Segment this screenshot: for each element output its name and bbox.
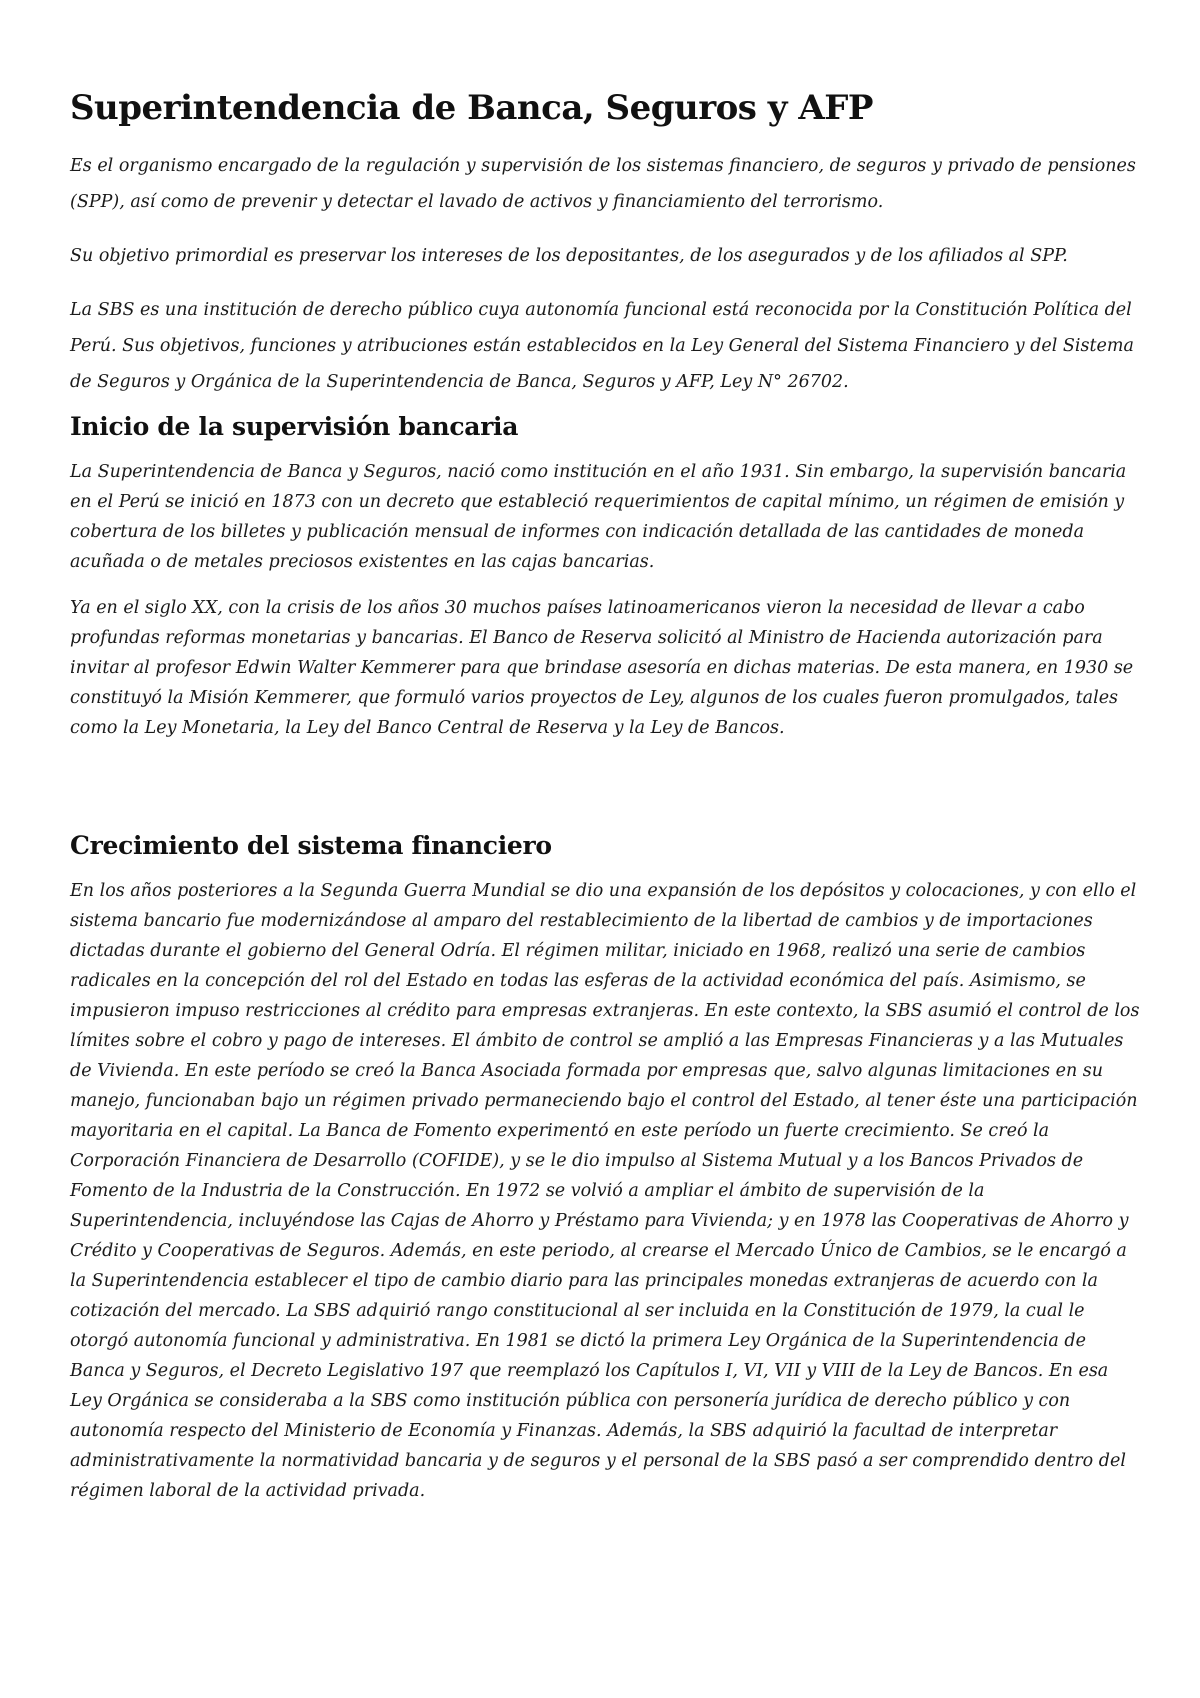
section-paragraph: En los años posteriores a la Segunda Guerra Mundial se dio una expansión de los depósitos y colocaciones, y con ello el sistema bancario fue modernizándose al amparo del restablecimiento de la libertad de cambios y de importaciones dictadas durante el gobierno del General Odría. El régimen militar, iniciado en 1968, realizó una serie de cambios radicales en la concepción del rol del Estado en todas las esferas de la actividad económica del país. Asimismo, se impusieron impuso restricciones al crédito para empresas extranjeras. En este contexto, la SBS asumió el control de los límites sobre el cobro y pago de intereses. El ámbito de control se amplió a las Empresas Financieras y a las Mutuales de Vivienda. En este período se creó la Banca Asociada formada por empresas que, salvo algunas limitaciones en su manejo, funcionaban bajo un régimen privado permaneciendo bajo el control del Estado, al tener éste una participación mayoritaria en el capital. La Banca de Fomento experimentó en este período un fuerte crecimiento. Se creó la Corporación Financiera de Desarrollo (COFIDE), y se le dio impulso al Sistema Mutual y a los Bancos Privados de Fomento de la Industria de la Construcción. En 1972 se volvió a ampliar el ámbito de supervisión de la Superintendencia, incluyéndose las Cajas de Ahorro y Préstamo para Vivienda; y en 1978 las Cooperativas de Ahorro y Crédito y Cooperativas de Seguros. Además, en este periodo, al crearse el Mercado Único de Cambios, se le encargó a la Superintendencia establecer el tipo de cambio diario para las principales monedas extranjeras de acuerdo con la cotización del mercado. La SBS adquirió rango constitucional al ser incluida en la Constitución de 1979, la cual le otorgó autonomía funcional y administrativa. En 1981 se dictó la primera Ley Orgánica de la Superintendencia de Banca y Seguros, el Decreto Legislativo 197 que reemplazó los Capítulos I, VI, VII y VIII de la Ley de Bancos. En esa Ley Orgánica se consideraba a la SBS como institución pública con personería jurídica de derecho público y con autonomía respecto del Ministerio de Economía y Finanzas. Además, la SBS adquirió la facultad de interpretar administrativamente la normatividad bancaria y de seguros y el personal de la SBS pasó a ser comprendido dentro del régimen laboral de la actividad privada.	[70, 881, 1140, 1501]
intro-paragraph: Su objetivo primordial es preservar los intereses de los depositantes, de los asegurados y de los afiliados al SPP.	[70, 246, 1068, 266]
section-paragraph: Ya en el siglo XX, con la crisis de los años 30 muchos países latinoamericanos vieron la necesidad de llevar a cabo profundas reformas monetarias y bancarias. El Banco de Reserva solicitó al Ministro de Hacienda autorización para invitar al profesor Edwin Walter Kemmerer para que brindase asesoría en dichas materias. De esta manera, en 1930 se constituyó la Misión Kemmerer, que formuló varios proyectos de Ley, algunos de los cuales fueron promulgados, tales como la Ley Monetaria, la Ley del Banco Central de Reserva y la Ley de Bancos.	[70, 598, 1134, 738]
section-heading: Crecimiento del sistema financiero	[70, 831, 552, 860]
page-title: Superintendencia de Banca, Seguros y AFP	[70, 88, 873, 128]
intro-paragraph: La SBS es una institución de derecho público cuya autonomía funcional está reconocida por la Constitución Política del Perú. Sus objetivos, funciones y atribuciones están establecidos en la Ley General del Sistema Financiero y del Sistema de Seguros y Orgánica de la Superintendencia de Banca, Seguros y AFP, Ley N° 26702.	[70, 300, 1134, 392]
section-inicio-supervision	[70, 412, 1145, 743]
section-paragraph: La Superintendencia de Banca y Seguros, nació como institución en el año 1931. Sin embargo, la supervisión bancaria en el Perú se inició en 1873 con un decreto que estableció requerimientos de capital mínimo, un régimen de emisión y cobertura de los billetes y publicación mensual de informes con indicación detallada de las cantidades de moneda acuñada o de metales preciosos existentes en las cajas bancarias.	[70, 462, 1127, 572]
document-page	[70, 0, 1145, 1522]
intro-paragraph: Es el organismo encargado de la regulación y supervisión de los sistemas financiero, de seguros y privado de pensiones (SPP), así como de prevenir y detectar el lavado de activos y financiamiento del terrorismo.	[70, 156, 1136, 212]
intro-section	[70, 148, 1145, 400]
section-crecimiento-sistema	[70, 831, 1145, 1506]
section-heading: Inicio de la supervisión bancaria	[70, 412, 519, 441]
